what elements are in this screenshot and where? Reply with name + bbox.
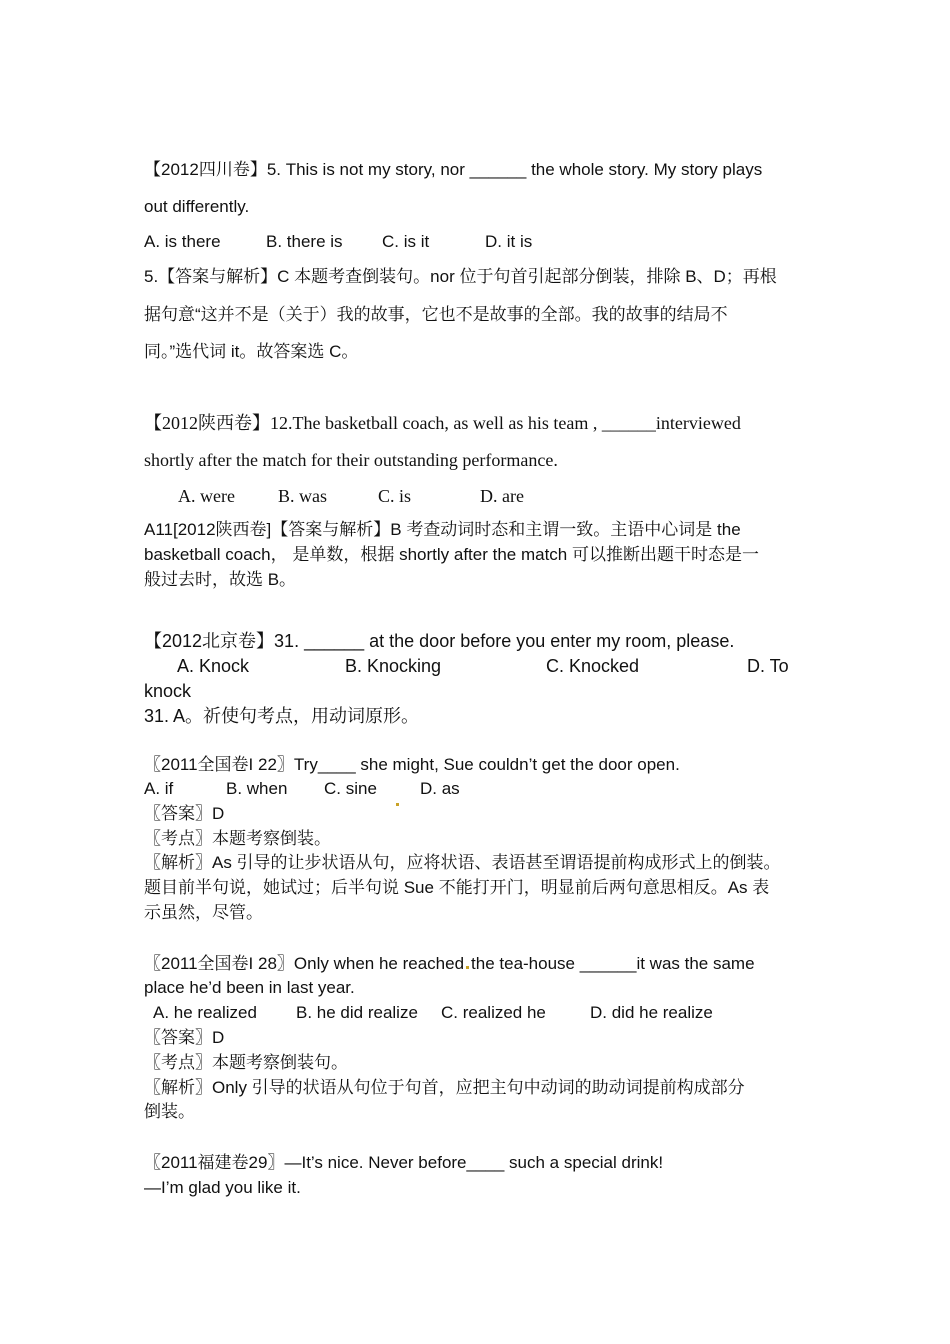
q2-option-b: B. was xyxy=(278,486,327,506)
q4-stem: 〖2011全国卷I 22〗Try____ she might, Sue couldn’t get the door open. xyxy=(144,755,680,774)
q2-answer-line1: A11[2012陕西卷]【答案与解析】B 考查动词时态和主谓一致。主语中心词是 the xyxy=(144,520,741,539)
q1-option-b: B. there is xyxy=(266,232,343,251)
q1-answer-line3: 同。”选代词 it。故答案选 C。 xyxy=(144,342,359,361)
q5-jiexi-line2: 倒装。 xyxy=(144,1102,195,1121)
q2-stem-line2: shortly after the match for their outstanding performance. xyxy=(144,450,558,470)
q5-option-a: A. he realized xyxy=(153,1003,257,1022)
q5-option-b: B. he did realize xyxy=(296,1003,418,1022)
q1-answer-line2: 据句意“这并不是（关于）我的故事，它也不是故事的全部。我的故事的结局不 xyxy=(144,305,728,324)
q6-stem-line2: —I’m glad you like it. xyxy=(144,1178,301,1197)
q2-answer-line3: 般过去时，故选 B。 xyxy=(144,570,297,589)
q3-options xyxy=(144,654,844,678)
q3-option-d: D. To xyxy=(747,656,789,676)
q4-options xyxy=(144,777,844,801)
q5-kaodian: 〖考点〗本题考察倒装句。 xyxy=(144,1053,348,1072)
q1-answer-line1: 5.【答案与解析】C 本题考查倒装句。nor 位于句首引起部分倒装，排除 B、D；再根 xyxy=(144,267,777,286)
q4-option-a: A. if xyxy=(144,779,174,798)
q4-answer: 〖答案〗D xyxy=(144,804,225,823)
q5-stem-part1: 〖2011全国卷I 28〗Only when he reached xyxy=(144,954,465,973)
q4-kaodian: 〖考点〗本题考察倒装。 xyxy=(144,829,331,848)
q6-stem-line1: 〖2011福建卷29〗—It’s nice. Never before____ such a special drink! xyxy=(144,1153,664,1172)
q1-stem-line2: out differently. xyxy=(144,197,250,216)
q2-options xyxy=(144,484,844,508)
q3-answer: 31. A。祈使句考点，用动词原形。 xyxy=(144,706,420,726)
q4-jiexi-line1: 〖解析〗As 引导的让步状语从句，应将状语、表语甚至谓语提前构成形式上的倒装。 xyxy=(144,853,781,872)
q2-option-a: A. were xyxy=(178,486,235,506)
q3-stem-line1: 【2012北京卷】31. ______ at the door before you enter my room, please. xyxy=(144,631,735,651)
q5-option-c: C. realized he xyxy=(441,1003,546,1022)
q4-jiexi-line2: 题目前半句说，她试过；后半句说 Sue 不能打开门，明显前后两句意思相反。As 表 xyxy=(144,878,770,897)
q3-option-a: A. Knock xyxy=(177,656,250,676)
q5-answer: 〖答案〗D xyxy=(144,1028,225,1047)
q4-jiexi-line3: 示虽然，尽管。 xyxy=(144,903,263,922)
q4-option-b: B. when xyxy=(226,779,288,798)
q3-option-d-wrap: knock xyxy=(144,681,192,701)
q2-stem-line1: 【2012陕西卷】12.The basketball coach, as well as his team , ______interviewed xyxy=(144,413,741,433)
decorative-dot xyxy=(466,966,469,969)
q1-option-a: A. is there xyxy=(144,232,221,251)
q3-option-c: C. Knocked xyxy=(546,656,640,676)
q3-option-b: B. Knocking xyxy=(345,656,442,676)
q1-options xyxy=(144,230,844,254)
q2-answer-line2: basketball coach， 是单数，根据 shortly after the match 可以推断出题干时态是一 xyxy=(144,545,759,564)
q1-option-d: D. it is xyxy=(485,232,533,251)
q1-stem-line1: 【2012四川卷】5. This is not my story, nor ______ the whole story. My story plays xyxy=(144,160,763,179)
q5-jiexi-line1: 〖解析〗Only 引导的状语从句位于句首，应把主句中动词的助动词提前构成部分 xyxy=(144,1078,745,1097)
q5-stem-line1 xyxy=(144,952,755,976)
q4-option-c: C. sine xyxy=(324,779,377,798)
q5-stem-part2: the tea-house ______it was the same xyxy=(471,954,755,973)
q5-options xyxy=(144,1001,844,1025)
decorative-dot xyxy=(394,789,401,813)
q5-option-d: D. did he realize xyxy=(590,1003,713,1022)
q2-option-c: C. is xyxy=(378,486,412,506)
q1-option-c: C. is it xyxy=(382,232,430,251)
q2-option-d: D. are xyxy=(480,486,524,506)
q4-option-d: D. as xyxy=(420,779,460,798)
q5-stem-line2: place he’d been in last year. xyxy=(144,978,355,997)
